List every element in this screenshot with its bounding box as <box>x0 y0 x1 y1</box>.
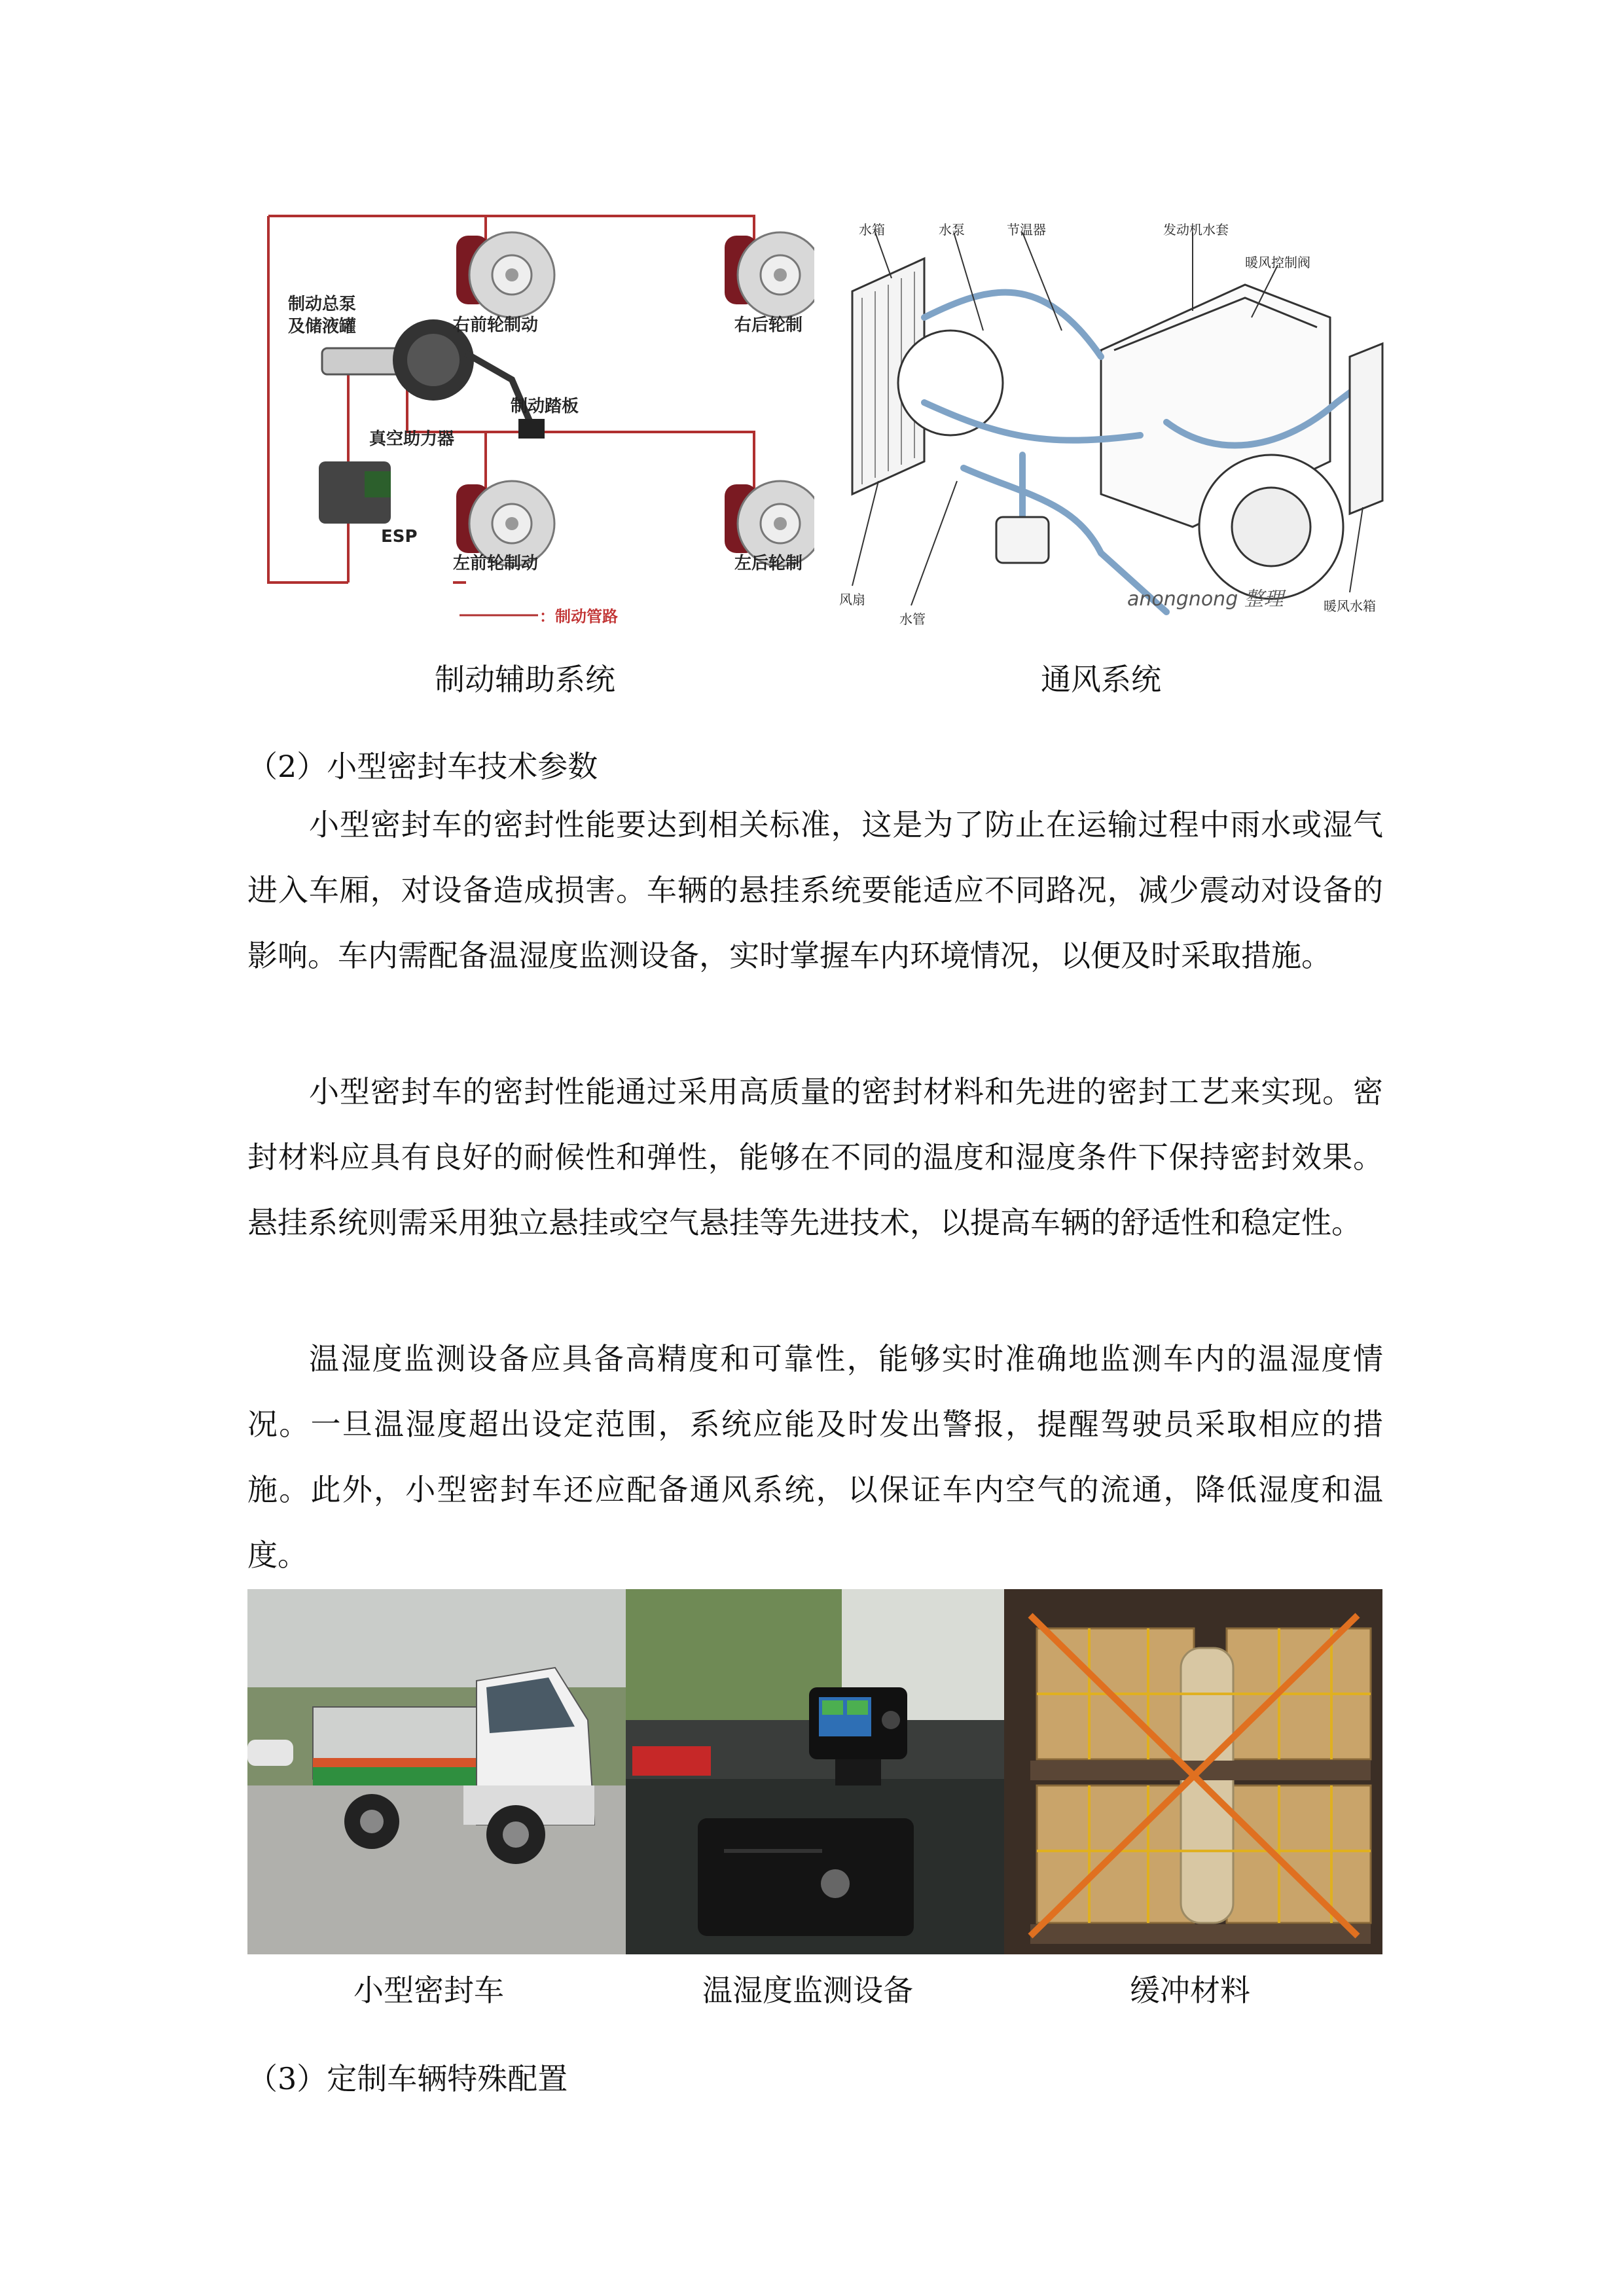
monitor-device-photo <box>626 1589 1004 1954</box>
label-legend: ：制动管路 <box>539 607 618 626</box>
caption-cushion-material: 缓冲材料 <box>1130 1973 1250 2008</box>
label-fan: 风扇 <box>839 592 865 607</box>
sealed-truck-photo <box>247 1589 626 1954</box>
brake-system-figure <box>257 196 814 640</box>
section-3-heading: （3）定制车辆特殊配置 <box>247 2061 568 2096</box>
cushion-material-photo <box>1004 1589 1382 1954</box>
label-engine-jacket: 发动机水套 <box>1163 222 1229 238</box>
label-pump: 水泵 <box>939 222 965 238</box>
label-esp: ESP <box>381 527 418 547</box>
sealed-truck-image <box>247 1589 626 1954</box>
paragraph-3: 温湿度监测设备应具备高精度和可靠性，能够实时准确地监测车内的温湿度情况。一旦温湿度超出设定范围，系统应能及时发出警报，提醒驾驶员采取相应的措施。此外，小型密封车还应配备通风系统，以保证车内空气的流通，降低湿度和温度。 <box>247 1341 1383 1573</box>
monitor-device-image <box>626 1589 1004 1954</box>
cushion-material-image <box>1004 1589 1382 1954</box>
label-water-pipe: 水管 <box>899 611 926 627</box>
caption-sealed-truck: 小型密封车 <box>353 1973 504 2008</box>
label-front-left: 左前轮制动 <box>453 554 539 573</box>
label-pedal: 制动踏板 <box>511 397 579 416</box>
label-rear-left: 左后轮制 <box>734 554 803 573</box>
label-booster: 真空助力器 <box>369 429 455 449</box>
paragraph-1: 小型密封车的密封性能要达到相关标准，这是为了防止在运输过程中雨水或湿气进入车厢，对设备造成损害。车辆的悬挂系统要能适应不同路况，减少震动对设备的影响。车内需配备温湿度监测设备，实时掌握车内环境情况，以便及时采取措施。 <box>247 807 1383 973</box>
paragraph-2: 小型密封车的密封性能通过采用高质量的密封材料和先进的密封工艺来实现。密封材料应具有良好的耐候性和弹性，能够在不同的温度和湿度条件下保持密封效果。悬挂系统则需采用独立悬挂或空气悬挂等先进技术，以提高车辆的舒适性和稳定性。 <box>247 1074 1383 1240</box>
caption-ventilation-system: 通风系统 <box>1041 662 1161 697</box>
section-2-heading: （2）小型密封车技术参数 <box>247 749 598 784</box>
label-rear-right: 右后轮制 <box>734 315 803 335</box>
label-radiator: 水箱 <box>859 222 885 238</box>
caption-monitor-device: 温湿度监测设备 <box>702 1973 913 2008</box>
label-thermostat: 节温器 <box>1007 222 1046 238</box>
label-master-pump: 制动总泵 及储液罐 <box>288 295 357 336</box>
caption-brake-system: 制动辅助系统 <box>435 662 615 697</box>
label-front-right: 右前轮制动 <box>453 315 539 335</box>
watermark-text: anongnong 整理 <box>1127 588 1284 611</box>
ventilation-figure <box>826 187 1389 645</box>
label-heater-valve: 暖风控制阀 <box>1245 255 1310 270</box>
label-heater-tank: 暖风水箱 <box>1324 598 1376 614</box>
